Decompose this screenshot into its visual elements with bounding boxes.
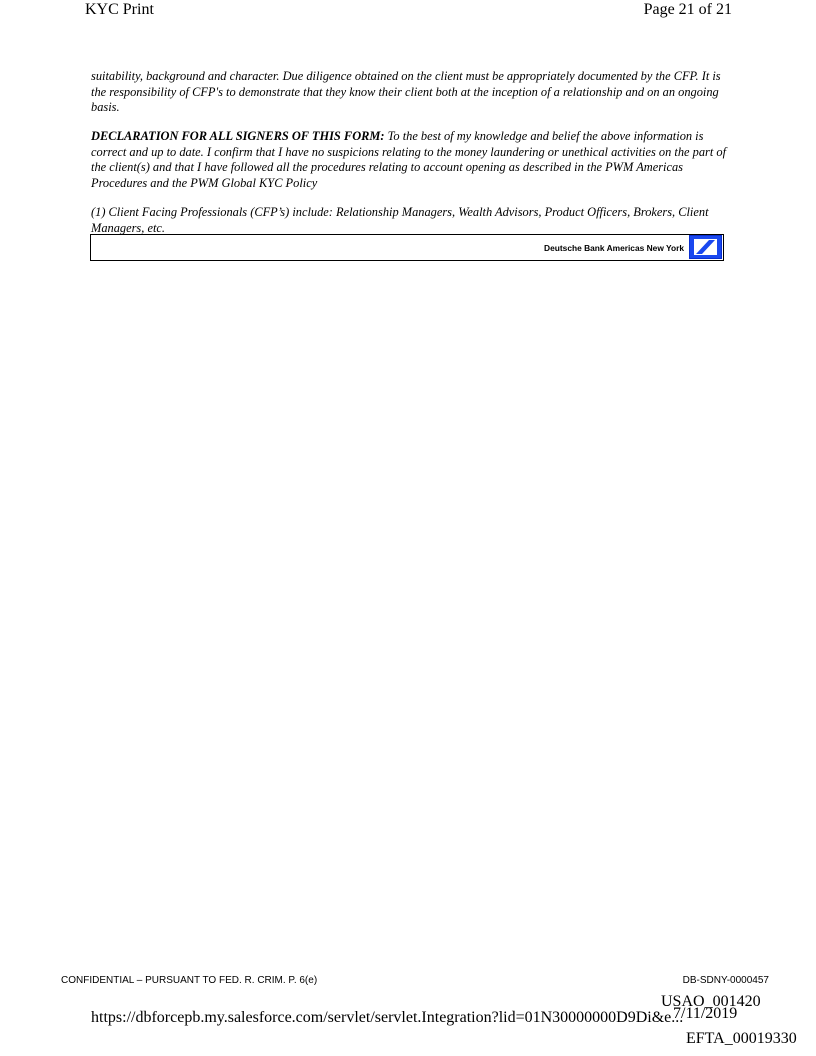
bates-db: DB-SDNY-0000457: [682, 975, 769, 986]
declaration-paragraph: [91, 129, 731, 192]
logo-slash-icon: [695, 240, 716, 254]
page-number: Page 21 of 21: [643, 1, 732, 18]
bank-name: Deutsche Bank Americas New York: [544, 243, 684, 253]
diligence-paragraph: suitability, background and character. Due diligence obtained on the client must be appropriately documented by the CFP. It is the responsibility of CFP's to demonstrate that they know their client both at the inception of a relationship and on an ongoing basis.: [91, 69, 721, 115]
declaration-title: DECLARATION FOR ALL SIGNERS OF THIS FORM:: [91, 129, 385, 143]
source-url: https://dbforcepb.my.salesforce.com/servlet/servlet.Integration?lid=01N30000000D9Di&e...: [91, 1009, 684, 1026]
form-footer-box: [90, 234, 724, 261]
bates-efta: EFTA_00019330: [686, 1030, 797, 1047]
footnote: (1) Client Facing Professionals (CFP’s) include: Relationship Managers, Wealth Advisors, Product Officers, Brokers, Client Managers, etc.: [91, 205, 709, 235]
print-date: 7/11/2019: [673, 1005, 738, 1022]
declaration-text: To the best of my knowledge and belief the above information is correct and up to date. I confirm that I have no suspicions relating to the money laundering or unethical activities on the part of the client(s) and that I have followed all the procedures relating to account opening as described in the PWM Americas Procedures and the PWM Global KYC Policy: [91, 129, 727, 191]
confidential-notice: CONFIDENTIAL – PURSUANT TO FED. R. CRIM. P. 6(e): [61, 975, 318, 986]
bates-usao: USAO_001420: [661, 993, 761, 1010]
page-title: KYC Print: [85, 1, 154, 18]
deutsche-bank-logo-icon: [689, 235, 722, 259]
